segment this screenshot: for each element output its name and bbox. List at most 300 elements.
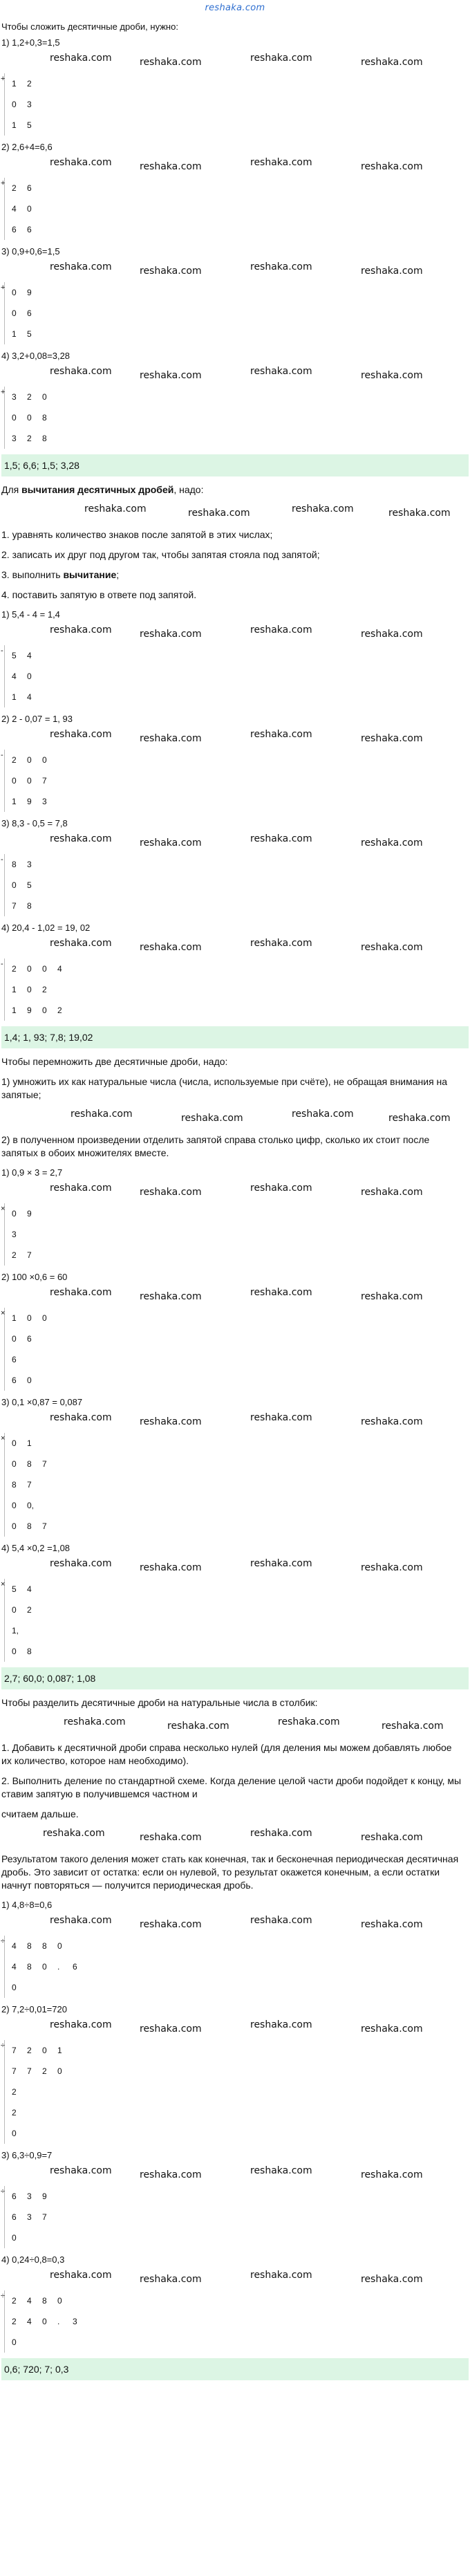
- digit: 5: [12, 651, 17, 660]
- watermark-row: [1, 938, 469, 956]
- digit: 6: [12, 2212, 17, 2222]
- digit: 2: [27, 392, 32, 402]
- digit: 5: [27, 329, 32, 339]
- column-row: [4, 1977, 469, 1998]
- column-row: [4, 666, 469, 687]
- column-calculation: [1, 1308, 469, 1391]
- digit: 4: [12, 204, 17, 214]
- watermark-text[interactable]: reshaka.com: [140, 57, 202, 68]
- column-row: [4, 687, 469, 707]
- operation-sign: +: [1, 75, 6, 83]
- column-row: [4, 896, 469, 916]
- example-title: 1) 4,8÷8=0,6: [1, 1900, 53, 1910]
- watermark-text[interactable]: reshaka.com: [250, 729, 312, 740]
- watermark-text[interactable]: reshaka.com: [50, 2019, 112, 2030]
- column-row: [1, 1579, 469, 1600]
- column-row: [4, 198, 469, 219]
- watermark-text[interactable]: reshaka.com: [361, 2169, 423, 2180]
- watermark-row: [1, 1828, 469, 1846]
- watermark-text[interactable]: reshaka.com: [181, 1113, 243, 1124]
- digit: 0: [42, 1313, 47, 1323]
- digit: 7: [12, 2046, 17, 2055]
- step-bold: вычитание: [63, 569, 117, 580]
- digit: .: [57, 2317, 60, 2326]
- column-row: [4, 1454, 469, 1474]
- watermark-text[interactable]: reshaka.com: [140, 629, 202, 640]
- digit: 6: [27, 308, 32, 318]
- answer-line: 0,6; 720; 7; 0,3: [1, 2358, 469, 2380]
- watermark-text[interactable]: reshaka.com: [382, 1721, 444, 1732]
- digit: 7: [27, 2066, 32, 2076]
- digit: 7: [12, 901, 17, 911]
- digit: 0: [42, 1962, 47, 1972]
- digit: 2: [27, 2046, 32, 2055]
- watermark-text[interactable]: reshaka.com: [361, 161, 423, 172]
- column-row: [4, 1956, 469, 1977]
- column-row: [4, 2123, 469, 2144]
- watermark-text[interactable]: reshaka.com: [250, 1828, 312, 1839]
- answer-line: 1,5; 6,6; 1,5; 3,28: [1, 454, 469, 476]
- digit: 8: [27, 1647, 32, 1656]
- watermark-row: [1, 53, 469, 71]
- example-title: 3) 0,1 ×0,87 = 0,087: [1, 1397, 83, 1407]
- watermark-text[interactable]: reshaka.com: [250, 2270, 312, 2281]
- digit: 8: [12, 1480, 17, 1490]
- operation-sign: +: [1, 179, 6, 187]
- answer-line: 1,4; 1, 93; 7,8; 19,02: [1, 1026, 469, 1048]
- digit: 2: [12, 964, 17, 974]
- digit: 6: [12, 1355, 17, 1364]
- watermark-row: [1, 1412, 469, 1430]
- digit: 8: [27, 1962, 32, 1972]
- column-row: [1, 1936, 469, 1956]
- step: 1) умножить их как натуральные числа (числа, используемые при счёте), не обращая внимания на запятые;: [1, 1076, 448, 1100]
- column-calculation: [1, 2040, 469, 2144]
- watermark-text[interactable]: reshaka.com: [64, 1716, 126, 1727]
- watermark-text[interactable]: reshaka.com: [361, 1416, 423, 1427]
- watermark-text[interactable]: reshaka.com: [250, 2019, 312, 2030]
- step: 1. уравнять количество знаков после запятой в этих числах;: [1, 529, 273, 540]
- digit: 0: [12, 2337, 17, 2347]
- digit: 4: [27, 1584, 32, 1594]
- step-text: 3. выполнить: [1, 569, 64, 580]
- digit: 8: [27, 1941, 32, 1951]
- watermark-text[interactable]: reshaka.com: [361, 266, 423, 277]
- column-row: [1, 645, 469, 666]
- watermark-row: [1, 157, 469, 175]
- digit: 0: [42, 2317, 47, 2326]
- watermark-text[interactable]: reshaka.com: [250, 53, 312, 64]
- watermark-text[interactable]: reshaka.com: [361, 733, 423, 744]
- watermark-text[interactable]: reshaka.com: [140, 161, 202, 172]
- column-calculation: [1, 1579, 469, 1662]
- digit: 0: [27, 1313, 32, 1323]
- digit: 0: [12, 413, 17, 423]
- digit: 0: [12, 308, 17, 318]
- digit: 3: [12, 1230, 17, 1239]
- watermark-text[interactable]: reshaka.com: [250, 938, 312, 949]
- column-row: [1, 73, 469, 94]
- digit: 0: [42, 392, 47, 402]
- watermark-text[interactable]: reshaka.com: [140, 733, 202, 744]
- digit: 0,: [27, 1501, 35, 1510]
- site-logo[interactable]: reshaka.com: [205, 3, 265, 13]
- digit: 3: [12, 434, 17, 443]
- column-row: [1, 2186, 469, 2207]
- example-title: 2) 2 - 0,07 = 1, 93: [1, 714, 73, 724]
- digit: 1: [12, 1313, 17, 1323]
- watermark-text[interactable]: reshaka.com: [250, 833, 312, 844]
- digit: 2: [12, 2317, 17, 2326]
- digit: 3: [27, 2212, 32, 2222]
- watermark-text[interactable]: reshaka.com: [50, 2165, 112, 2176]
- digit: 8: [27, 1521, 32, 1531]
- watermark-row: [1, 366, 469, 384]
- digit: 2: [42, 2066, 47, 2076]
- step: 2. записать их друг под другом так, чтобы запятая стояла под запятой;: [1, 549, 320, 560]
- digit: 0: [42, 1006, 47, 1015]
- watermark-text[interactable]: reshaka.com: [361, 629, 423, 640]
- watermark-text[interactable]: reshaka.com: [250, 261, 312, 272]
- watermark-text[interactable]: reshaka.com: [250, 1183, 312, 1194]
- watermark-text[interactable]: reshaka.com: [278, 1716, 340, 1727]
- watermark-text[interactable]: reshaka.com: [167, 1721, 229, 1732]
- digit: 1: [12, 985, 17, 994]
- column-row: [4, 1245, 469, 1266]
- digit: 8: [27, 901, 32, 911]
- watermark-text[interactable]: reshaka.com: [140, 1291, 202, 1302]
- watermark-text[interactable]: reshaka.com: [250, 366, 312, 377]
- digit: 9: [27, 1006, 32, 1015]
- digit: 5: [27, 880, 32, 890]
- watermark-text[interactable]: reshaka.com: [361, 837, 423, 849]
- watermark-text[interactable]: reshaka.com: [50, 624, 112, 636]
- example-title: 2) 7,2÷0,01=720: [1, 2004, 67, 2014]
- digit: 8: [42, 2296, 47, 2306]
- intro-bold: вычитания десятичных дробей: [21, 484, 174, 495]
- watermark-text[interactable]: reshaka.com: [292, 1109, 354, 1120]
- example-title: 2) 2,6+4=6,6: [1, 142, 53, 152]
- digit: 0: [57, 2066, 62, 2076]
- digit: 1: [12, 120, 17, 130]
- digit: 6: [12, 1375, 17, 1385]
- column-row: [1, 1203, 469, 1224]
- digit: 0: [12, 1983, 17, 1992]
- digit: 0: [12, 1605, 17, 1615]
- watermark-text[interactable]: reshaka.com: [361, 370, 423, 381]
- digit: 2: [12, 2108, 17, 2118]
- column-row: [1, 854, 469, 875]
- digit: 2: [12, 183, 17, 193]
- watermark-text[interactable]: reshaka.com: [70, 1109, 133, 1120]
- digit: 2: [27, 1605, 32, 1615]
- watermark-text[interactable]: reshaka.com: [50, 261, 112, 272]
- column-row: [4, 324, 469, 344]
- column-calculation: [1, 282, 469, 344]
- watermark-text[interactable]: reshaka.com: [140, 370, 202, 381]
- watermark-row: [1, 1915, 469, 1933]
- watermark-text[interactable]: reshaka.com: [140, 1416, 202, 1427]
- digit: 7: [27, 1250, 32, 1260]
- watermark-text[interactable]: reshaka.com: [361, 1562, 423, 1573]
- watermark-text[interactable]: reshaka.com: [84, 503, 147, 515]
- column-row: [4, 2332, 469, 2353]
- watermark-row: [1, 1183, 469, 1201]
- intro-text: Для: [1, 484, 22, 495]
- digit: 0: [27, 755, 32, 765]
- digit: 0: [12, 1209, 17, 1218]
- column-row: [1, 1308, 469, 1328]
- digit: 0: [12, 1647, 17, 1656]
- digit: 2: [12, 755, 17, 765]
- watermark-text[interactable]: reshaka.com: [50, 729, 112, 740]
- column-row: [4, 2227, 469, 2248]
- watermark-text[interactable]: reshaka.com: [250, 1287, 312, 1298]
- watermark-text[interactable]: reshaka.com: [250, 624, 312, 636]
- watermark-text[interactable]: reshaka.com: [188, 508, 250, 519]
- digit: 0: [27, 985, 32, 994]
- column-row: [1, 2040, 469, 2061]
- digit: 5: [27, 120, 32, 130]
- digit: 2: [12, 2087, 17, 2097]
- digit: 8: [42, 434, 47, 443]
- column-row: [4, 1000, 469, 1021]
- watermark-text[interactable]: reshaka.com: [361, 1291, 423, 1302]
- column-row: [4, 1370, 469, 1391]
- column-row: [4, 428, 469, 449]
- digit: 0: [12, 1501, 17, 1510]
- example-title: 1) 1,2+0,3=1,5: [1, 37, 60, 48]
- section-intro: [1, 483, 469, 497]
- watermark-text[interactable]: reshaka.com: [361, 942, 423, 953]
- digit: 1,: [12, 1626, 19, 1636]
- section1: [0, 21, 470, 476]
- watermark-text[interactable]: reshaka.com: [50, 157, 112, 168]
- operation-sign: +: [1, 284, 6, 292]
- watermark-text[interactable]: reshaka.com: [140, 1919, 202, 1930]
- digit: 3: [27, 2192, 32, 2201]
- digit: 9: [27, 288, 32, 297]
- column-calculation: [1, 750, 469, 812]
- digit: 0: [27, 204, 32, 214]
- watermark-text[interactable]: reshaka.com: [140, 2023, 202, 2035]
- digit: 8: [42, 413, 47, 423]
- watermark-text[interactable]: reshaka.com: [361, 1832, 423, 1843]
- column-row: [1, 282, 469, 303]
- example-title: 1) 5,4 - 4 = 1,4: [1, 609, 60, 620]
- watermark-text[interactable]: reshaka.com: [43, 1828, 105, 1839]
- operation-sign: ÷: [1, 2187, 6, 2196]
- digit: 2: [27, 79, 32, 89]
- watermark-text[interactable]: reshaka.com: [50, 2270, 112, 2281]
- column-row: [1, 958, 469, 979]
- digit: 9: [42, 2192, 47, 2201]
- watermark-text[interactable]: reshaka.com: [140, 837, 202, 849]
- column-calculation: [1, 1203, 469, 1266]
- watermark-text[interactable]: reshaka.com: [140, 2169, 202, 2180]
- example-title: 4) 5,4 ×0,2 =1,08: [1, 1543, 70, 1553]
- watermark-text[interactable]: reshaka.com: [292, 503, 354, 515]
- column-calculation: [1, 387, 469, 449]
- column-row: [4, 1474, 469, 1495]
- watermark-text[interactable]: reshaka.com: [361, 2274, 423, 2285]
- column-row: [4, 1600, 469, 1620]
- intro-text: , надо:: [173, 484, 204, 495]
- watermark-text[interactable]: reshaka.com: [388, 1113, 451, 1124]
- digit: 0: [57, 1941, 62, 1951]
- example-title: 3) 6,3÷0,9=7: [1, 2150, 53, 2160]
- watermark-text[interactable]: reshaka.com: [361, 2023, 423, 2035]
- digit: 1: [12, 79, 17, 89]
- digit: 0: [27, 671, 32, 681]
- digit: 0: [12, 1521, 17, 1531]
- operation-sign: -: [1, 647, 3, 655]
- digit: 6: [27, 183, 32, 193]
- digit: 6: [27, 225, 32, 234]
- digit: 7: [27, 1480, 32, 1490]
- section-intro: Чтобы разделить десятичные дроби на натуральные числа в столбик:: [1, 1697, 318, 1708]
- digit: 0: [12, 1438, 17, 1448]
- column-row: [4, 2102, 469, 2123]
- column-row: [4, 1620, 469, 1641]
- column-calculation: [1, 958, 469, 1021]
- digit: 6: [73, 1962, 77, 1972]
- watermark-text[interactable]: reshaka.com: [50, 1412, 112, 1423]
- watermark-text[interactable]: reshaka.com: [50, 1287, 112, 1298]
- operation-sign: ×: [1, 1205, 6, 1213]
- digit: 3: [27, 100, 32, 109]
- column-row: [4, 407, 469, 428]
- watermark-text[interactable]: reshaka.com: [50, 1183, 112, 1194]
- digit: 4: [12, 1941, 17, 1951]
- digit: 8: [12, 860, 17, 869]
- step: считаем дальше.: [1, 1808, 79, 1819]
- digit: 3: [12, 392, 17, 402]
- digit: 0: [12, 776, 17, 786]
- digit: 4: [27, 2296, 32, 2306]
- digit: 7: [42, 776, 47, 786]
- step: 4. поставить запятую в ответе под запятой.: [1, 589, 197, 600]
- operation-sign: -: [1, 960, 3, 968]
- operation-sign: ÷: [1, 2292, 6, 2300]
- watermark-text[interactable]: reshaka.com: [140, 1832, 202, 1843]
- digit: 1: [27, 1438, 32, 1448]
- digit: 2: [12, 2296, 17, 2306]
- watermark-text[interactable]: reshaka.com: [50, 938, 112, 949]
- operation-sign: ×: [1, 1309, 6, 1317]
- watermark-text[interactable]: reshaka.com: [140, 1562, 202, 1573]
- example-title: 2) 100 ×0,6 = 60: [1, 1272, 68, 1282]
- watermark-text[interactable]: reshaka.com: [250, 1558, 312, 1569]
- digit: 4: [12, 1962, 17, 1972]
- watermark-text[interactable]: reshaka.com: [140, 266, 202, 277]
- digit: 9: [27, 797, 32, 806]
- example-title: 3) 0,9+0,6=1,5: [1, 246, 60, 257]
- watermark-text[interactable]: reshaka.com: [388, 508, 451, 519]
- column-row: [4, 1349, 469, 1370]
- column-calculation: [1, 2290, 469, 2353]
- digit: 0: [27, 413, 32, 423]
- watermark-text[interactable]: reshaka.com: [250, 1412, 312, 1423]
- watermark-text[interactable]: reshaka.com: [250, 157, 312, 168]
- watermark-text[interactable]: reshaka.com: [50, 366, 112, 377]
- column-row: [4, 2207, 469, 2227]
- watermark-text[interactable]: reshaka.com: [50, 53, 112, 64]
- section-intro: Чтобы сложить десятичные дроби, нужно:: [1, 21, 178, 32]
- column-row: [4, 2311, 469, 2332]
- watermark-text[interactable]: reshaka.com: [361, 57, 423, 68]
- column-row: [4, 115, 469, 136]
- column-calculation: [1, 854, 469, 916]
- watermark-text[interactable]: reshaka.com: [50, 1558, 112, 1569]
- digit: 9: [27, 1209, 32, 1218]
- section-intro: Чтобы перемножить две десятичные дроби, надо:: [1, 1056, 228, 1067]
- column-row: [4, 219, 469, 240]
- digit: 0: [12, 880, 17, 890]
- step: 2. Выполнить деление по стандартной схеме. Когда деление целой части дроби подойдет к концу, мы ставим запятую в получившемся частном и: [1, 1775, 462, 1799]
- digit: 0: [12, 288, 17, 297]
- column-row: [4, 770, 469, 791]
- watermark-row: [1, 261, 469, 279]
- column-row: [4, 2082, 469, 2102]
- operation-sign: ×: [1, 1580, 6, 1588]
- digit: 8: [27, 1459, 32, 1469]
- digit: 7: [42, 1459, 47, 1469]
- column-row: [1, 750, 469, 770]
- operation-sign: -: [1, 751, 3, 759]
- digit: 1: [12, 329, 17, 339]
- operation-sign: ÷: [1, 1937, 6, 1945]
- column-row: [4, 1328, 469, 1349]
- digit: 0: [12, 2129, 17, 2138]
- watermark-text[interactable]: reshaka.com: [361, 1187, 423, 1198]
- digit: 0: [27, 964, 32, 974]
- column-row: [4, 1495, 469, 1516]
- watermark-text[interactable]: reshaka.com: [140, 1187, 202, 1198]
- digit: 0: [42, 2046, 47, 2055]
- digit: 0: [12, 1459, 17, 1469]
- digit: 0: [42, 755, 47, 765]
- watermark-text[interactable]: reshaka.com: [140, 2274, 202, 2285]
- digit: 7: [12, 2066, 17, 2076]
- column-calculation: [1, 73, 469, 136]
- answer-line: 2,7; 60,0; 0,087; 1,08: [1, 1667, 469, 1689]
- column-calculation: [1, 645, 469, 707]
- digit: 7: [42, 2212, 47, 2222]
- example-title: 4) 0,24÷0,8=0,3: [1, 2254, 65, 2265]
- watermark-text[interactable]: reshaka.com: [250, 1915, 312, 1926]
- column-calculation: [1, 178, 469, 240]
- watermark-row: [1, 2165, 469, 2183]
- operation-sign: ÷: [1, 2041, 6, 2050]
- digit: 3: [42, 797, 47, 806]
- watermark-text[interactable]: reshaka.com: [50, 833, 112, 844]
- step: 2) в полученном произведении отделить запятой справа столько цифр, сколько их стоит после запятых в обоих множителях вместе.: [1, 1134, 430, 1158]
- watermark-text[interactable]: reshaka.com: [50, 1915, 112, 1926]
- step: [1, 568, 469, 582]
- watermark-row: [1, 729, 469, 747]
- watermark-row: [1, 503, 469, 521]
- watermark-row: [1, 2270, 469, 2288]
- digit: 1: [12, 797, 17, 806]
- column-row: [4, 94, 469, 115]
- watermark-text[interactable]: reshaka.com: [361, 1919, 423, 1930]
- watermark-text[interactable]: reshaka.com: [140, 942, 202, 953]
- watermark-row: [1, 2019, 469, 2037]
- watermark-text[interactable]: reshaka.com: [250, 2165, 312, 2176]
- column-row: [1, 387, 469, 407]
- operation-sign: -: [1, 855, 3, 864]
